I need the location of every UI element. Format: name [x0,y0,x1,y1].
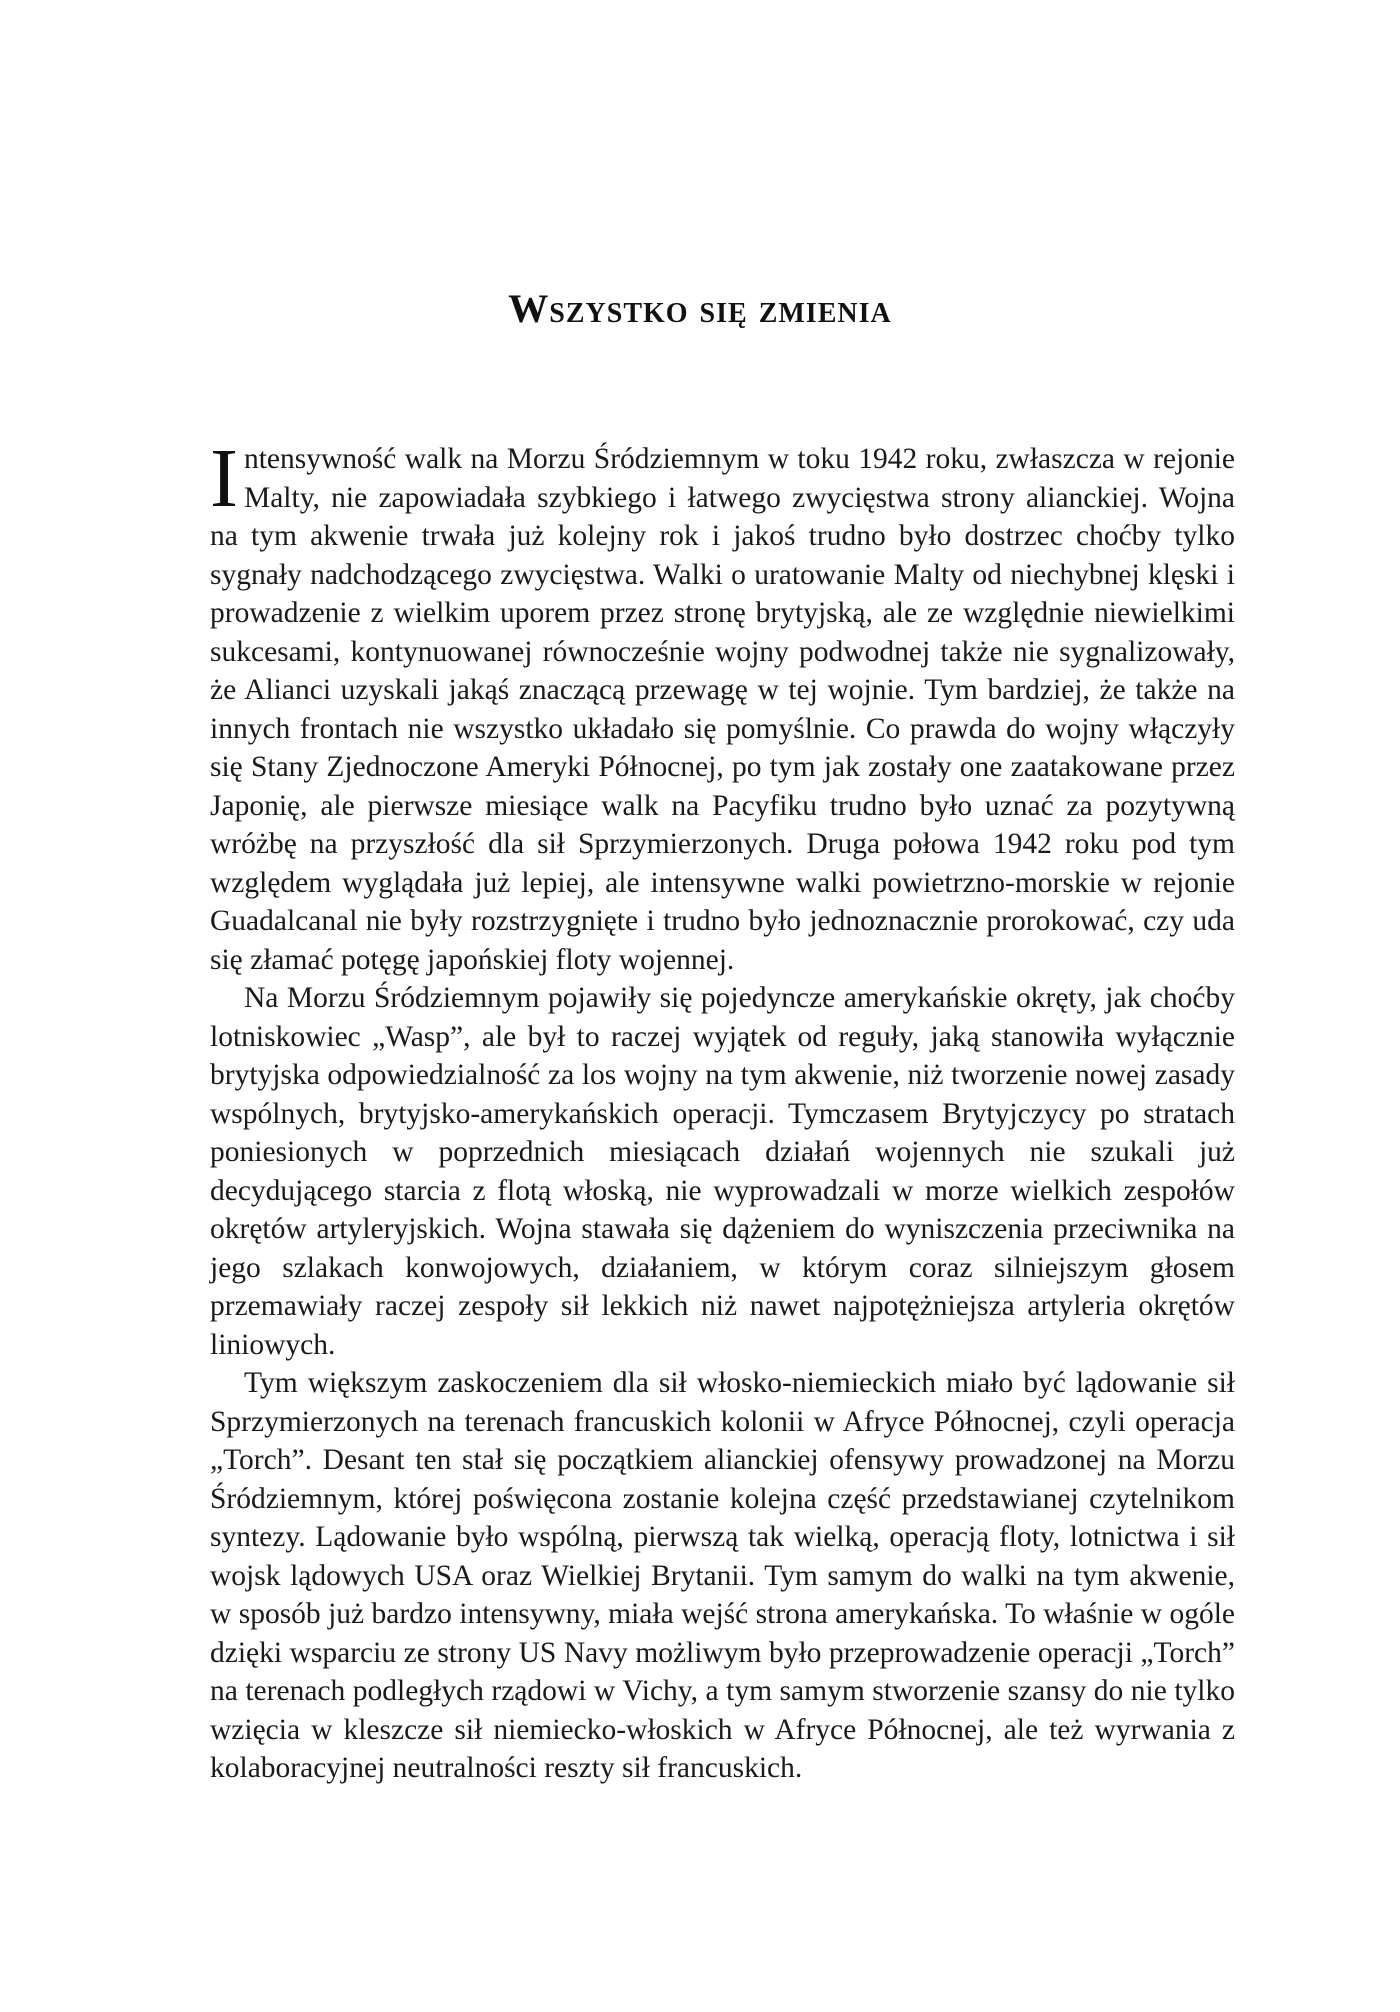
paragraph-3: Tym większym zaskoczeniem dla sił włosko-niemieckich miało być lądowanie sił Sprzymierzonych na terenach francuskich kolonii w Afryce Północnej, czyli operacja „Torch”. Desant ten stał się początkiem alianckiej ofensywy prowadzonej na Morzu Śródziemnym, której poświęcona zostanie kolejna część przedstawianej czytelnikom syntezy. Lądowanie było wspólną, pierwszą tak wielką, operacją floty, lotnictwa i sił wojsk lądowych USA oraz Wielkiej Brytanii. Tym samym do walki na tym akwenie, w sposób już bardzo intensywny, miała wejść strona amerykańska. To właśnie w ogóle dzięki wsparciu ze strony US Navy możliwym było przeprowadzenie operacji „Torch” na terenach podległych rządowi w Vichy, a tym samym stworzenie szansy do nie tylko wzięcia w kleszcze sił niemiecko-włoskich w Afryce Północnej, ale też wyrwania z kolaboracyjnej neutralności reszty sił francuskich. [210,1367,1235,1784]
chapter-body [210,432,1235,1788]
paragraph-text: ntensywność walk na Morzu Śródziemnym w toku 1942 roku, zwłaszcza w rejonie Malty, nie zapowiadała szybkiego i łatwego zwycięstwa strony alianckiej. Wojna na tym akwenie trwała już kolejny rok i jakoś trudno było dostrzec choćby tylko sygnały nadchodzącego zwycięstwa. Walki o uratowanie Malty od niechybnej klęski i prowadzenie z wielkim uporem przez stronę brytyjską, ale ze względnie niewielkimi sukcesami, kontynuowanej równocześnie wojny podwodnej także nie sygnalizowały, że Alianci uzyskali jakąś znaczącą przewagę w tej wojnie. Tym bardziej, że także na innych frontach nie wszystko układało się pomyślnie. Co prawda do wojny włączyły się Stany Zjednoczone Ameryki Północnej, po tym jak zostały one zaatakowane przez Japonię, ale pierwsze miesiące walk na Pacyfiku trudno było uznać za pozytywną wróżbę na przyszłość dla sił Sprzymierzonych. Druga połowa 1942 roku pod tym względem wyglądała już lepiej, ale intensywne walki powietrzno-morskie w rejonie Guadalcanal nie były rozstrzygnięte i trudno było jednoznacznie prorokować, czy uda się złamać potęgę japońskiej floty wojennej. [210,443,1235,976]
chapter-title: Wszystko się zmienia [508,286,892,331]
paragraph-1 [210,432,1235,979]
paragraph-2: Na Morzu Śródziemnym pojawiły się pojedyncze amerykańskie okręty, jak choćby lotniskowiec „Wasp”, ale był to raczej wyjątek od reguły, jaką stanowiła wyłącznie brytyjska odpowiedzialność za los wojny na tym akwenie, niż tworzenie nowej zasady wspólnych, brytyjsko-amerykańskich operacji. Tymczasem Brytyjczycy po stratach poniesionych w poprzednich miesiącach działań wojennych nie szukali już decydującego starcia z flotą włoską, nie wyprowadzali w morze wielkich zespołów okrętów artyleryjskich. Wojna stawała się dążeniem do wyniszczenia przeciwnika na jego szlakach konwojowych, działaniem, w którym coraz silniejszym głosem przemawiały raczej zespoły sił lekkich niż nawet najpotężniejsza artyleria okrętów liniowych. [210,982,1235,1361]
drop-cap: I [210,432,238,525]
